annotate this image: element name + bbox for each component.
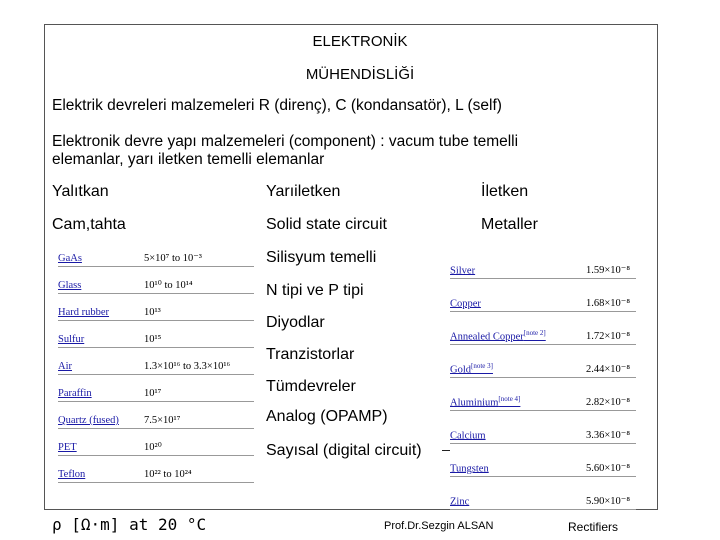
resistivity-unit-note: ρ [Ω·m] at 20 °C xyxy=(52,515,207,534)
resistivity-value: 2.44×10⁻⁸ xyxy=(580,345,636,378)
paragraph-component-materials-2: elemanlar, yarı iletken temelli elemanlar xyxy=(52,151,325,168)
material-name[interactable]: Glass xyxy=(58,267,144,294)
semiconductor-item: Analog (OPAMP) xyxy=(266,408,388,425)
material-name[interactable]: Annealed Copper[note 2] xyxy=(450,312,580,345)
resistivity-value: 3.36×10⁻⁸ xyxy=(580,411,636,444)
table-row xyxy=(58,294,254,321)
header-semiconductor: Yarıiletken xyxy=(266,183,341,200)
material-name[interactable]: Aluminium[note 4] xyxy=(450,378,580,411)
semiconductor-item: Diyodlar xyxy=(266,314,325,331)
material-note: [note 3] xyxy=(471,361,493,370)
material-name[interactable]: Paraffin xyxy=(58,375,144,402)
material-name[interactable]: Teflon xyxy=(58,456,144,483)
resistivity-value: 10¹⁰ to 10¹⁴ xyxy=(144,267,254,294)
material-name[interactable]: GaAs xyxy=(58,240,144,267)
material-name[interactable]: Air xyxy=(58,348,144,375)
resistivity-value: 1.59×10⁻⁸ xyxy=(580,246,636,279)
table-row xyxy=(58,240,254,267)
header-insulator: Yalıtkan xyxy=(52,183,109,200)
resistivity-value: 5.90×10⁻⁸ xyxy=(580,477,636,510)
material-name[interactable]: Tungsten xyxy=(450,444,580,477)
table-row xyxy=(450,246,636,279)
table-row xyxy=(58,402,254,429)
resistivity-value: 10¹³ xyxy=(144,294,254,321)
material-note: [note 4] xyxy=(498,394,521,403)
table-row xyxy=(450,279,636,312)
resistivity-value: 5.60×10⁻⁸ xyxy=(580,444,636,477)
resistivity-value: 2.82×10⁻⁸ xyxy=(580,378,636,411)
table-row xyxy=(58,375,254,402)
separator-line xyxy=(442,450,450,451)
author-credit: Prof.Dr.Sezgin ALSAN xyxy=(384,520,494,532)
subheader-semiconductor: Solid state circuit xyxy=(266,216,387,233)
insulator-resistivity-table xyxy=(58,240,254,483)
semiconductor-item: N tipi ve P tipi xyxy=(266,282,364,299)
subheader-conductor: Metaller xyxy=(481,216,538,233)
resistivity-value: 1.68×10⁻⁸ xyxy=(580,279,636,312)
resistivity-value: 5×10⁷ to 10⁻³ xyxy=(144,240,254,267)
paragraph-circuit-materials: Elektrik devreleri malzemeleri R (direnç), C (kondansatör), L (self) xyxy=(52,97,502,114)
subheader-insulator: Cam,tahta xyxy=(52,216,126,233)
title-line-2: MÜHENDİSLİĞİ xyxy=(305,66,415,83)
material-name[interactable]: Sulfur xyxy=(58,321,144,348)
material-name[interactable]: Zinc xyxy=(450,477,580,510)
table-row xyxy=(450,312,636,345)
semiconductor-item: Tranzistorlar xyxy=(266,346,355,363)
material-name[interactable]: Silver xyxy=(450,246,580,279)
material-name[interactable]: Copper xyxy=(450,279,580,312)
resistivity-value: 1.72×10⁻⁸ xyxy=(580,312,636,345)
semiconductor-item: Sayısal (digital circuit) xyxy=(266,442,422,459)
semiconductor-item: Tümdevreler xyxy=(266,378,356,395)
resistivity-value: 10²² to 10²⁴ xyxy=(144,456,254,483)
table-row xyxy=(450,444,636,477)
table-row xyxy=(58,267,254,294)
semiconductor-item: Silisyum temelli xyxy=(266,249,377,266)
material-name[interactable]: Gold[note 3] xyxy=(450,345,580,378)
header-conductor: İletken xyxy=(481,183,529,200)
material-name[interactable]: PET xyxy=(58,429,144,456)
table-row xyxy=(450,345,636,378)
resistivity-value: 1.3×10¹⁶ to 3.3×10¹⁶ xyxy=(144,348,254,375)
table-row xyxy=(450,378,636,411)
table-row xyxy=(450,411,636,444)
conductor-resistivity-table xyxy=(450,246,636,510)
table-row xyxy=(58,456,254,483)
resistivity-value: 10¹⁷ xyxy=(144,375,254,402)
table-row xyxy=(450,477,636,510)
resistivity-value: 10¹⁵ xyxy=(144,321,254,348)
material-name[interactable]: Hard rubber xyxy=(58,294,144,321)
table-row xyxy=(58,429,254,456)
title-line-1: ELEKTRONİK xyxy=(312,33,408,50)
resistivity-value: 10²⁰ xyxy=(144,429,254,456)
paragraph-component-materials-1: Elektronik devre yapı malzemeleri (component) : vacum tube temelli xyxy=(52,133,519,150)
material-name[interactable]: Calcium xyxy=(450,411,580,444)
table-row xyxy=(58,348,254,375)
resistivity-value: 7.5×10¹⁷ xyxy=(144,402,254,429)
table-row xyxy=(58,321,254,348)
material-name[interactable]: Quartz (fused) xyxy=(58,402,144,429)
topic-label: Rectifiers xyxy=(568,520,619,534)
material-note: [note 2] xyxy=(523,328,546,337)
